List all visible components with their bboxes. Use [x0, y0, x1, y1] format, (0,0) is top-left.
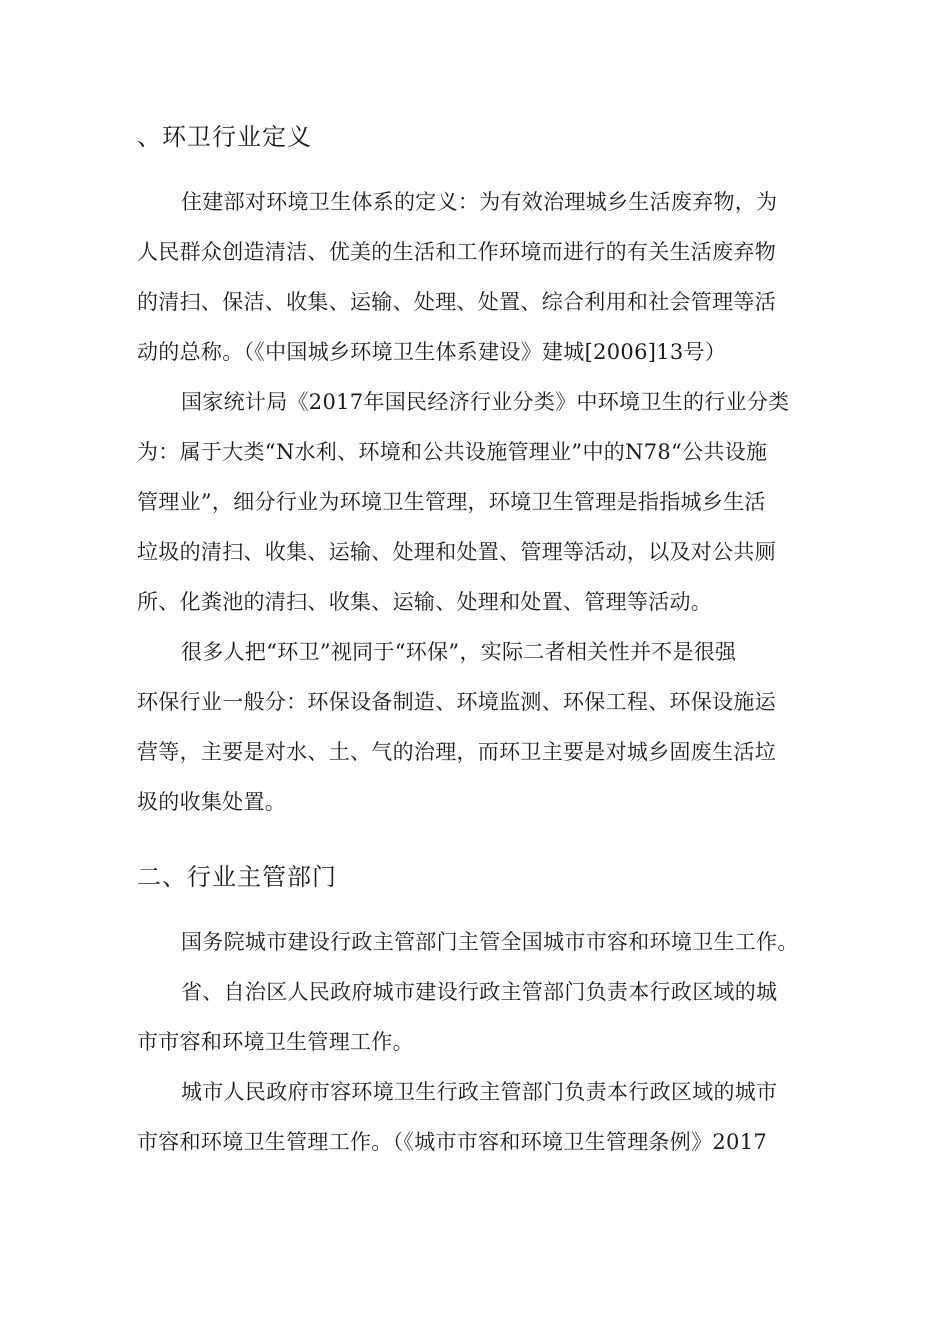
- text-line: 市市容和环境卫生管理工作。: [137, 1030, 414, 1054]
- text-line: 垃圾的清扫、收集、运输、处理和处置、管理等活动，以及对公共厕: [137, 540, 776, 564]
- text-line: 为：属于大类“N水利、环境和公共设施管理业”中的N78“公共设施: [137, 440, 768, 464]
- text-line: 环保行业一般分：环保设备制造、环境监测、环保工程、环保设施运: [137, 690, 776, 714]
- text-line: 圾的收集处置。: [137, 790, 287, 814]
- text-line: 的清扫、保洁、收集、运输、处理、处置、综合利用和社会管理等活: [137, 290, 776, 314]
- text-line: 住建部对环境卫生体系的定义：为有效治理城乡生活废弃物，为: [181, 190, 778, 214]
- text-line: 很多人把“环卫”视同于“环保”，实际二者相关性并不是很强: [181, 640, 737, 664]
- text-line: 国家统计局《2017年国民经济行业分类》中环境卫生的行业分类: [181, 390, 790, 414]
- text-line: 城市人民政府市容环境卫生行政主管部门负责本行政区域的城市: [181, 1080, 778, 1104]
- text-line: 所、化粪池的清扫、收集、运输、处理和处置、管理等活动。: [137, 590, 713, 614]
- text-line: 营等，主要是对水、土、气的治理，而环卫主要是对城乡固废生活垃: [137, 740, 776, 764]
- text-line: 动的总称。（《中国城乡环境卫生体系建设》建城[2006]13号）: [137, 340, 727, 364]
- text-line: 市容和环境卫生管理工作。（《城市市容和环境卫生管理条例》2017: [137, 1130, 768, 1154]
- text-line: 省、自治区人民政府城市建设行政主管部门负责本行政区域的城: [181, 980, 778, 1004]
- text-line: 国务院城市建设行政主管部门主管全国城市市容和环境卫生工作。: [181, 930, 799, 954]
- text-line: 人民群众创造清洁、优美的生活和工作环境而进行的有关生活废弃物: [137, 240, 776, 264]
- section-heading-definition: 、环卫行业定义: [137, 123, 312, 151]
- section-heading-authorities: 二、行业主管部门: [137, 863, 337, 891]
- text-line: 管理业”，细分行业为环境卫生管理，环境卫生管理是指指城乡生活: [137, 490, 766, 514]
